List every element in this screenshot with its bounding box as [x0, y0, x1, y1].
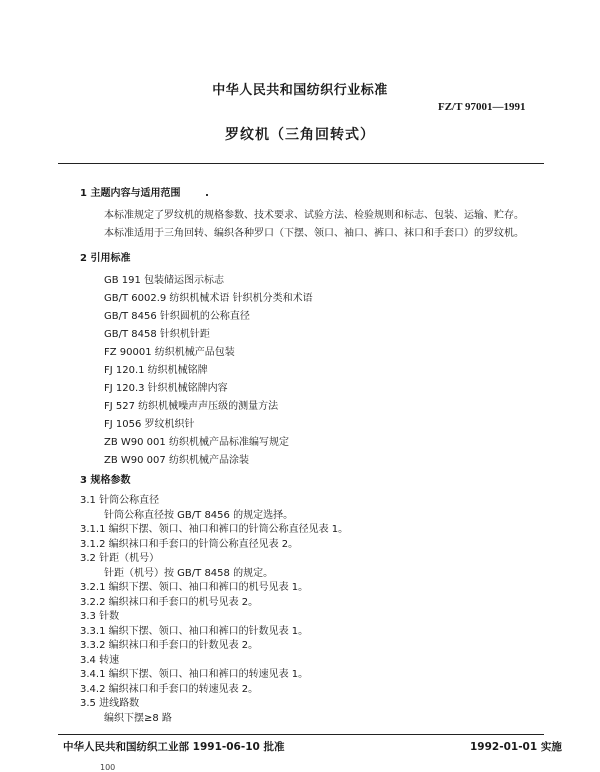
section-2-heading: 2 引用标准 — [80, 253, 131, 264]
reference-item: FJ 120.1 纺织机械铭牌 — [104, 365, 208, 376]
clause-text: 针筒公称直径按 GB/T 8456 的规定选择。 — [104, 509, 294, 521]
print-speck — [206, 194, 208, 196]
clause-text: 3.4.1 编织下摆、领口、袖口和裤口的转速见表 1。 — [80, 669, 309, 680]
clause-heading: 3.4 转速 — [80, 654, 120, 666]
reference-item: FJ 1056 罗纹机织针 — [104, 419, 195, 430]
standard-code: FZ/T 97001—1991 — [438, 101, 526, 113]
issuing-organization: 中华人民共和国纺织行业标准 — [212, 83, 388, 98]
clause-text: 3.3.1 编织下摆、领口、袖口和裤口的针数见表 1。 — [80, 625, 309, 637]
reference-item: ZB W90 007 纺织机械产品涂装 — [104, 455, 249, 466]
reference-item: GB/T 8458 针织机针距 — [104, 329, 210, 340]
reference-item: FJ 527 纺织机械噪声声压级的测量方法 — [104, 401, 279, 412]
clause-text: 3.3.2 编织袜口和手套口的针数见表 2。 — [80, 640, 259, 651]
clause-heading: 3.1 针筒公称直径 — [80, 495, 160, 506]
clause-text: 3.2.2 编织袜口和手套口的机号见表 2。 — [80, 596, 259, 608]
page-number: 100 — [100, 763, 116, 772]
reference-item: FJ 120.3 针织机械铭牌内容 — [104, 383, 228, 394]
clause-text: 针距（机号）按 GB/T 8458 的规定。 — [104, 567, 274, 579]
header-divider — [58, 163, 544, 164]
section-1-heading: 1 主题内容与适用范围 — [80, 188, 181, 199]
document-title: 罗纹机（三角回转式） — [225, 127, 375, 143]
section-1-paragraph-1: 本标准规定了罗纹机的规格参数、技术要求、试验方法、检验规则和标志、包装、运输、贮存。 — [104, 210, 524, 221]
clause-text: 3.1.2 编织袜口和手套口的针筒公称直径见表 2。 — [80, 538, 299, 550]
reference-item: ZB W90 001 纺织机械产品标准编写规定 — [104, 437, 289, 448]
effective-date: 1992-01-01 实施 — [470, 741, 562, 753]
clause-text: 3.4.2 编织袜口和手套口的转速见表 2。 — [80, 683, 259, 695]
reference-item: GB/T 8456 针织圆机的公称直径 — [104, 311, 250, 322]
clause-heading: 3.2 针距（机号） — [80, 553, 160, 564]
clause-heading: 3.3 针数 — [80, 611, 120, 622]
clause-text: 编织下摆≥8 路 — [104, 712, 172, 724]
reference-item: GB/T 6002.9 纺织机械术语 针织机分类和术语 — [104, 293, 313, 304]
footer-divider — [58, 734, 544, 735]
clause-text: 3.1.1 编织下摆、领口、袖口和裤口的针筒公称直径见表 1。 — [80, 524, 349, 535]
clause-heading: 3.5 进线路数 — [80, 698, 140, 709]
section-1-paragraph-2: 本标准适用于三角回转、编织各种罗口（下摆、领口、袖口、裤口、袜口和手套口）的罗纹机。 — [104, 228, 524, 239]
reference-item: FZ 90001 纺织机械产品包装 — [104, 347, 235, 358]
clause-text: 3.2.1 编织下摆、领口、袖口和裤口的机号见表 1。 — [80, 582, 309, 593]
section-3-heading: 3 规格参数 — [80, 475, 131, 486]
reference-item: GB 191 包装储运图示标志 — [104, 275, 225, 286]
approval-line: 中华人民共和国纺织工业部 1991-06-10 批准 — [63, 741, 285, 753]
